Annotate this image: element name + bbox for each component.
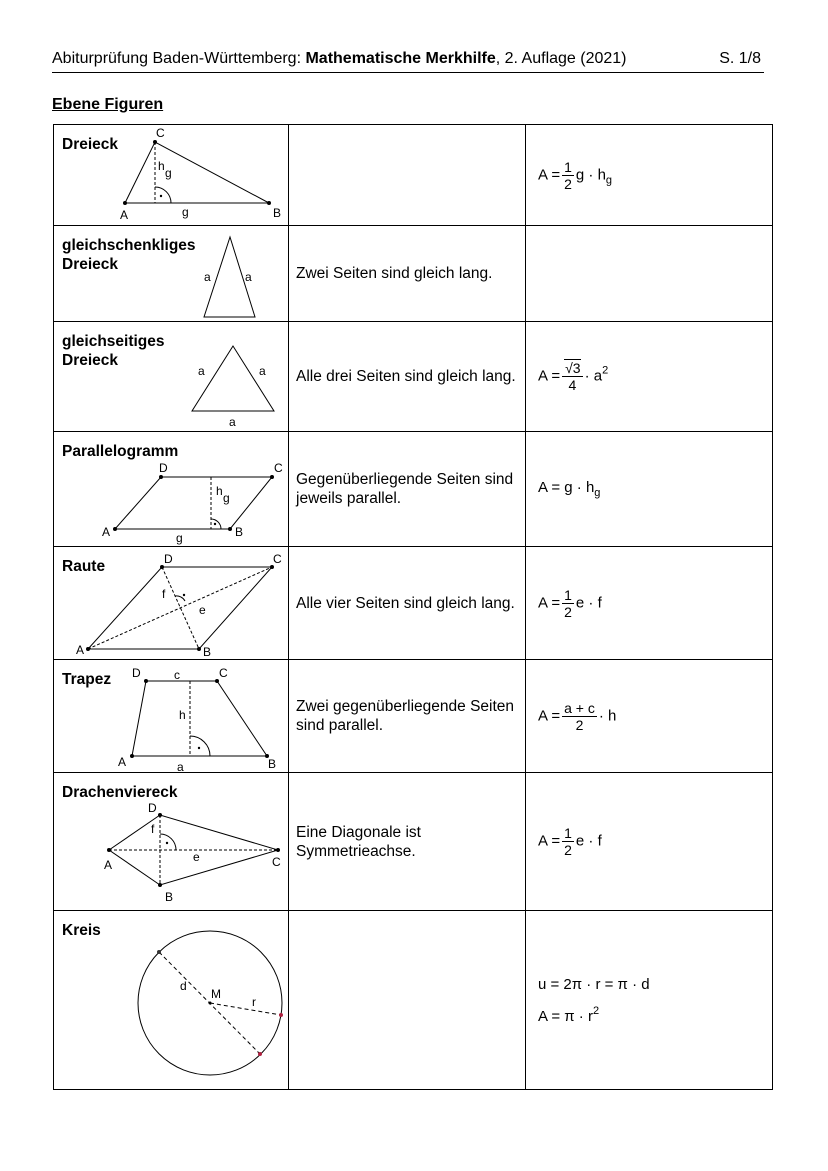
side-label-g: g [176,531,183,545]
area-formula: A = $\frac{1}{2}$ e · f [538,825,602,858]
circle-diagram [54,911,288,1090]
vertex-label-a: A [102,525,111,539]
area-formula: $A = g \cdot h_g$ [538,479,601,499]
table-row-dreieck [54,125,773,226]
figure-cell [54,660,289,773]
vertex-label-b: B [235,525,244,539]
height-label-h: h [158,159,165,173]
description-cell [289,911,526,1090]
document-title: Abiturprüfung Baden-Württemberg: Mathematische Merkhilfe, 2. Auflage (2021) [52,50,627,67]
table-row-parallelogramm [54,432,773,547]
vertex-label-b: B [165,890,174,904]
radius-label-r: r [252,995,256,1009]
side-label-a: a [177,760,184,773]
figure-name: Kreis [62,922,101,939]
figure-name: gleichseitiges Dreieck [62,333,165,369]
vertex-label-d: D [159,461,168,475]
table-row-trapez [54,660,773,773]
figure-cell [54,432,289,547]
table-row-raute [54,547,773,660]
side-label-a-left: a [198,364,205,378]
rhombus-diagram [54,547,288,660]
formula-cell [526,773,773,911]
diagonal-label-e: e [199,603,206,617]
figure-cell [54,125,289,226]
height-label-sub: g [223,491,230,505]
area-formula: A = $\frac{a + c}{2}$ · h [538,699,617,733]
vertex-label-b: B [203,645,212,659]
vertex-label-c: C [156,126,165,140]
table-row-drachenviereck [54,773,773,911]
formula-cell [526,547,773,660]
vertex-label-b: B [268,757,277,771]
figure-cell [54,911,289,1090]
table-row-kreis [54,911,773,1090]
equilateral-triangle-diagram [54,322,288,432]
figure-name: Raute [62,558,106,575]
figure-cell [54,322,289,432]
figure-cell [54,547,289,660]
side-label-a-right: a [245,270,252,284]
figures-table [53,124,773,1090]
side-label-a-bottom: a [229,415,236,429]
diagonal-label-f: f [151,822,155,836]
side-label-a-right: a [259,364,266,378]
page-header [52,48,764,73]
diagonal-label-f: f [162,587,166,601]
triangle-diagram [54,125,288,226]
height-label-h: h [179,708,186,722]
figure-name: Parallelogramm [62,443,179,460]
trapezoid-diagram [54,660,288,773]
description-cell: Zwei gegenüberliegende Seiten sind parallel. [289,660,526,773]
vertex-label-d: D [148,801,157,815]
kite-diagram [54,773,288,911]
description-cell [289,125,526,226]
vertex-label-c: C [274,461,283,475]
formula-cell [526,660,773,773]
formula-cell [526,322,773,432]
diameter-label-d: d [180,979,187,993]
vertex-label-a: A [76,643,85,657]
figure-cell [54,773,289,911]
vertex-label-c: C [272,855,281,869]
vertex-label-d: D [132,666,141,680]
side-label-c: c [174,668,180,682]
side-label-a-left: a [204,270,211,284]
center-label-m: M [211,987,221,1001]
area-formula: A = $\frac{1}{2}$ $g \cdot h_g$ [538,158,613,192]
vertex-label-d: D [164,552,173,566]
vertex-label-b: B [273,206,282,220]
table-row-gleichseitig [54,322,773,432]
page-number: S. 1/8 [719,50,761,67]
figure-name: Dreieck [62,136,119,153]
circumference-formula: u = 2π · r = π · d [538,975,650,993]
formula-cell [526,125,773,226]
figure-cell [54,226,289,322]
formula-cell [526,911,773,1090]
description-cell: Zwei Seiten sind gleich lang. [289,226,526,322]
figure-name: gleichschenkliges Dreieck [62,237,196,273]
area-formula: A = $\frac{1}{2}$ e · f [538,586,602,620]
description-cell: Eine Diagonale ist Symmetrieachse. [289,773,526,911]
height-label-sub: g [165,166,172,180]
height-label-h: h [216,484,223,498]
diagonal-label-e: e [193,850,200,864]
isosceles-triangle-diagram [54,226,288,322]
side-label-g: g [182,205,189,219]
area-formula: $A = \pi \cdot r^2$ [538,1004,600,1025]
vertex-label-a: A [120,208,129,222]
figure-name: Trapez [62,671,112,688]
vertex-label-a: A [118,755,127,769]
formula-cell [526,432,773,547]
formula-cell [526,226,773,322]
figure-name: Drachenviereck [62,784,178,801]
description-cell: Alle vier Seiten sind gleich lang. [289,547,526,660]
description-cell: Alle drei Seiten sind gleich lang. [289,322,526,432]
vertex-label-c: C [219,666,228,680]
section-title: Ebene Figuren [52,96,164,113]
vertex-label-a: A [104,858,113,872]
vertex-label-c: C [273,552,282,566]
description-cell: Gegenüberliegende Seiten sind jeweils parallel. [289,432,526,547]
table-row-gleichschenklig [54,226,773,322]
parallelogram-diagram [54,432,288,547]
area-formula: A = $\frac{√3}{4}$ · $a^2$ [538,360,609,393]
